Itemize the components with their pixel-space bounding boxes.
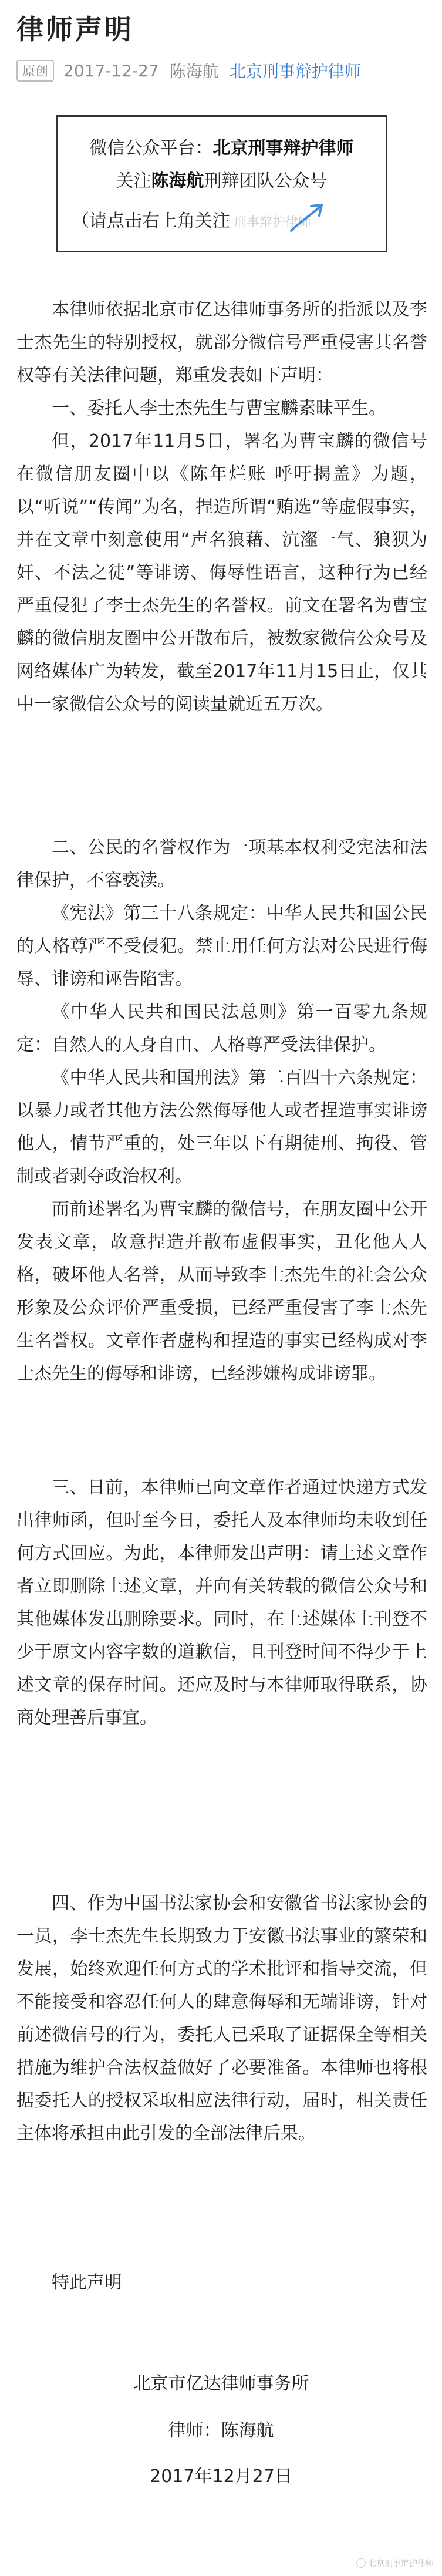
paragraph-section-2-heading: 二、公民的名誉权作为一项基本权利受宪法和法律保护，不容亵渎。 bbox=[16, 837, 427, 891]
paragraph-civil-code: 《中华人民共和国民法总则》第一百零九条规定：自然人的人身自由、人格尊严受法律保护。 bbox=[16, 1002, 427, 1055]
paragraph-section-3: 三、日前，本律师已向文章作者通过快递方式发出律师函，但时至今日，委托人及本律师均未收到任何方式回应。为此，本律师发出声明：请上述文章作者立即删除上述文章，并向有关转载的微信公众号和其他媒体发出删除要求。同时，在上述媒体上刊登不少于原文内容字数的道歉信，且刊登时间不得少于上述文章的保存时间。还应及时与本律师取得联系，协商处理善后事宜。 bbox=[16, 1477, 427, 1728]
signature-date: 2017年12月27日 bbox=[150, 2466, 292, 2487]
wechat-logo-icon bbox=[356, 2558, 366, 2568]
statement-section-2 bbox=[16, 831, 427, 1390]
statement-closing bbox=[16, 2267, 427, 2299]
statement-intro bbox=[16, 294, 427, 721]
paragraph-closing: 特此声明 bbox=[52, 2272, 122, 2293]
paragraph-constitution: 《宪法》第三十八条规定：中华人民共和国公民的人格尊严不受侵犯。禁止用任何方法对公民进行侮辱、诽谤和诬告陷害。 bbox=[16, 903, 427, 989]
paragraph-intro: 本律师依据北京市亿达律师事务所的指派以及李士杰先生的特别授权，就部分微信号严重侵害其名誉权等有关法律问题，郑重发表如下声明： bbox=[16, 299, 427, 386]
statement-section-4 bbox=[16, 1887, 427, 2150]
paragraph-section-1-heading: 一、委托人李士杰先生与曹宝麟素昧平生。 bbox=[52, 398, 386, 419]
signature-firm: 北京市亿达律师事务所 bbox=[133, 2373, 309, 2394]
publish-date: 2017-12-27 bbox=[63, 60, 159, 80]
promo-hint-text: （请点击右上角关注 bbox=[72, 211, 230, 231]
page-title: 律师声明 bbox=[16, 14, 134, 45]
promo-follow-suffix: 刑辩团队公众号 bbox=[204, 171, 328, 191]
article-meta bbox=[16, 59, 361, 82]
promo-watermark-text: 刑事辩护律师 bbox=[234, 215, 312, 230]
paragraph-section-2-conclusion: 而前述署名为曹宝麟的微信号，在朋友圈中公开发表文章，故意捏造并散布虚假事实，丑化他人人格，破坏他人名誉，从而导致李士杰先生的社会公众形象及公众评价严重受损，已经严重侵害了李士杰先生名誉权。文章作者虚构和捏造的事实已经构成对李士杰先生的侮辱和诽谤，已经涉嫌构成诽谤罪。 bbox=[16, 1199, 427, 1384]
watermark-text: 北京刑事辩护律师 bbox=[368, 2559, 434, 2568]
signature-lawyer: 律师：陈海航 bbox=[168, 2420, 274, 2441]
original-badge: 原创 bbox=[16, 60, 54, 82]
promo-follow-prefix: 关注 bbox=[116, 171, 151, 191]
promo-follow-name: 陈海航 bbox=[151, 171, 204, 191]
promo-platform-line bbox=[58, 133, 386, 159]
paragraph-section-4: 四、作为中国书法家协会和安徽省书法家协会的一员，李士杰先生长期致力于安徽书法事业的繁荣和发展，始终欢迎任何方式的学术批评和指导交流，但不能接受和容忍任何人的肆意侮辱和无端诽谤，针对前述微信号的行为，委托人已采取了证据保全等相关措施为维护合法权益做好了必要准备。本律师也将根据委托人的授权采取相应法律行动，届时，相关责任主体将承担由此引发的全部法律后果。 bbox=[16, 1893, 427, 2144]
paragraph-section-1-body: 但，2017年11月5日，署名为曹宝麟的微信号在微信朋友圈中以《陈年烂账 呼吁揭盖》为题，以“听说”“传闻”为名，捏造所谓“贿选”等虚假事实，并在文章中刻意使用“声名狼藉、沆瀣一气、狼狈为奸、不法之徒”等诽谤、侮辱性语言，这种行为已经严重侵犯了李士杰先生的名誉权。前文在署名为曹宝麟的微信朋友圈中公开散布后，被数家微信公众号及网络媒体广为转发，截至2017年11月15日止，仅其中一家微信公众号的阅读量就近五万次。 bbox=[16, 431, 427, 715]
image-watermark bbox=[356, 2557, 434, 2569]
account-name-link[interactable]: 北京刑事辩护律师 bbox=[229, 62, 361, 81]
promo-follow-line bbox=[58, 166, 386, 192]
promo-hint-line bbox=[72, 206, 311, 232]
statement-section-3 bbox=[16, 1471, 427, 1735]
paragraph-criminal-law: 《中华人民共和国刑法》第二百四十六条规定：以暴力或者其他方法公然侮辱他人或者捏造事实诽谤他人，情节严重的，处三年以下有期徒刑、拘役、管制或者剥夺政治权利。 bbox=[16, 1068, 427, 1187]
author-name: 陈海航 bbox=[169, 62, 219, 81]
arrow-up-right-icon bbox=[288, 199, 329, 234]
promo-platform-name: 北京刑事辩护律师 bbox=[212, 138, 354, 159]
promo-platform-prefix: 微信公众平台： bbox=[89, 138, 213, 159]
follow-promo-box bbox=[56, 115, 387, 252]
